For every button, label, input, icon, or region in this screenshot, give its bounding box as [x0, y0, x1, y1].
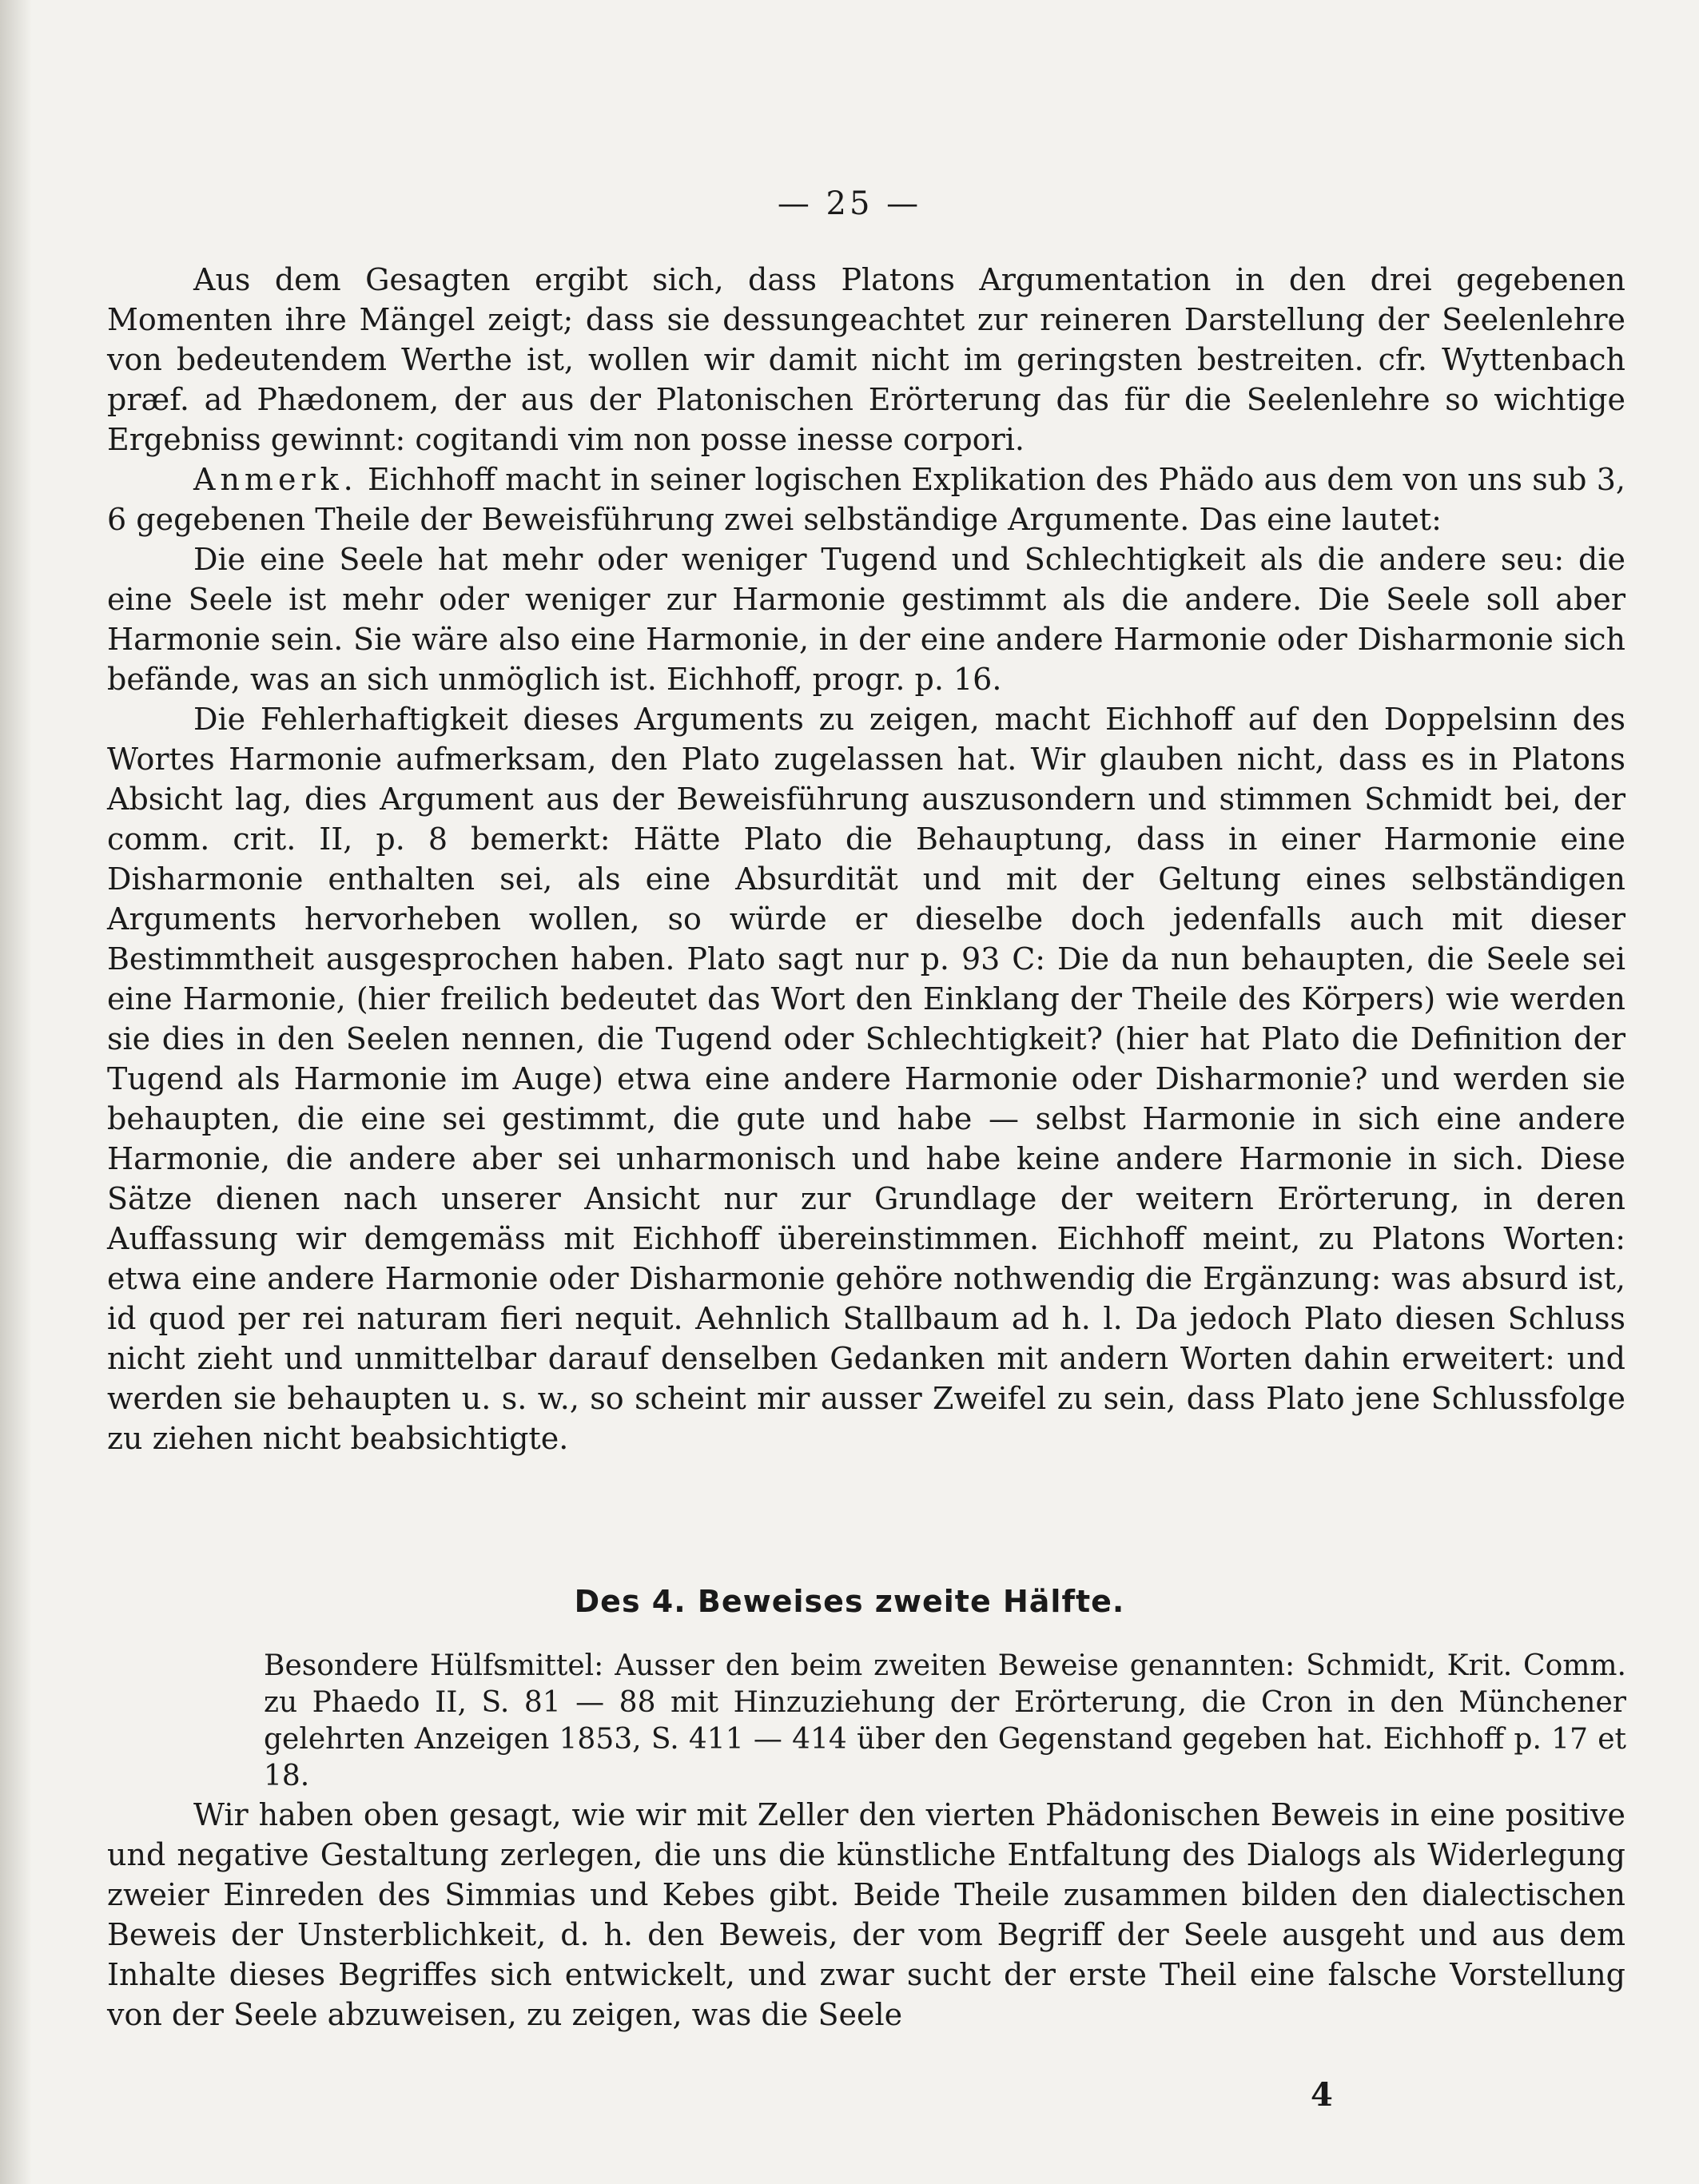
- section-one-text: [107, 260, 1625, 1458]
- section-two-text: [107, 1795, 1625, 2035]
- paragraph-conclusion: Aus dem Gesagten ergibt sich, dass Platons Argumentation in den drei gegebenen Momenten ihre Mängel zeigt; dass sie dessungeachtet zur reineren Darstellung der Seelenlehre von bedeutendem Werthe ist, wollen wir damit nicht im geringsten bestreiten. cfr. Wyttenbach præf. ad Phædonem, der aus der Platonischen Erörterung das für die Seelenlehre so wichtige Ergebniss gewinnt: cogitandi vim non posse inesse corpori.: [107, 262, 1625, 457]
- aids-note: Besondere Hülfsmittel: Ausser den beim zweiten Beweise genannten: Schmidt, Krit. Comm. zu Phaedo II, S. 81 — 88 mit Hinzuziehung der Erörterung, die Cron in den Münchener gelehrten Anzeigen 1853, S. 411 — 414 über den Gegenstand gegeben hat. Eichhoff p. 17 et 18.: [264, 1649, 1626, 1792]
- note-text: Eichhoff macht in seiner logischen Explikation des Phädo aus dem von uns sub 3, 6 gegebenen Theile der Beweisführung zwei selbständige Argumente. Das eine lautet:: [107, 462, 1625, 537]
- paragraph-critique: Die Fehlerhaftigkeit dieses Arguments zu zeigen, macht Eichhoff auf den Doppelsinn des Wortes Harmonie aufmerksam, den Plato zugelassen hat. Wir glauben nicht, dass es in Platons Absicht lag, dies Argument aus der Beweisführung auszusondern und stimmen Schmidt bei, der comm. crit. II, p. 8 bemerkt: Hätte Plato die Behauptung, dass in einer Harmonie eine Disharmonie enthalten sei, als eine Absurdität und mit der Geltung eines selbständigen Arguments hervorheben wollen, so würde er dieselbe doch jedenfalls auch mit dieser Bestimmtheit ausgesprochen haben. Plato sagt nur p. 93 C: Die da nun behaupten, die Seele sei eine Harmonie, (hier freilich bedeutet das Wort den Einklang der Theile des Körpers) wie werden sie dies in den Seelen nennen, die Tugend oder Schlechtigkeit? (hier hat Plato die Definition der Tugend als Harmonie im Auge) etwa eine andere Harmonie oder Disharmonie? und werden sie behaupten, die eine sei gestimmt, die gute und habe — selbst Harmonie in sich eine andere Harmonie, die andere aber sei unharmonisch und habe keine andere Harmonie in sich. Diese Sätze dienen nach unserer Ansicht nur zur Grundlage der weitern Erörterung, in deren Auffassung wir demgemäss mit Eichhoff übereinstimmen. Eichhoff meint, zu Platons Worten: etwa eine andere Harmonie oder Disharmonie gehöre nothwendig die Ergänzung: was absurd ist, id quod per rei naturam fieri nequit. Aehnlich Stallbaum ad h. l. Da jedoch Plato diesen Schluss nicht zieht und unmittelbar darauf denselben Gedanken mit andern Worten dahin erweitert: und werden sie behaupten u. s. w., so scheint mir ausser Zweifel zu sein, dass Plato jene Schlussfolge zu ziehen nicht beabsichtigte.: [107, 702, 1625, 1456]
- page-number: — 25 —: [777, 185, 922, 222]
- page-edge-shadow: [0, 0, 32, 2184]
- paragraph-fourth-proof: Wir haben oben gesagt, wie wir mit Zeller den vierten Phädonischen Beweis in eine positive und negative Gestaltung zerlegen, die uns die künstliche Entfaltung des Dialogs als Widerlegung zweier Einreden des Simmias und Kebes gibt. Beide Theile zusammen bilden den dialectischen Beweis der Unsterblichkeit, d. h. den Beweis, der vom Begriff der Seele ausgeht und aus dem Inhalte dieses Begriffes sich entwickelt, und zwar sucht der erste Theil eine falsche Vorstellung von der Seele abzuweisen, zu zeigen, was die Seele: [107, 1797, 1625, 2032]
- section-heading: Des 4. Beweises zweite Hälfte.: [574, 1584, 1125, 1619]
- paragraph-argument: Die eine Seele hat mehr oder weniger Tugend und Schlechtigkeit als die andere seu: die eine Seele ist mehr oder weniger zur Harmonie gestimmt als die andere. Die Seele soll aber Harmonie sein. Sie wäre also eine Harmonie, in der eine andere Harmonie oder Disharmonie sich befände, was an sich unmöglich ist. Eichhoff, progr. p. 16.: [107, 542, 1625, 697]
- signature-mark: 4: [1311, 2076, 1333, 2114]
- paragraph-note: [107, 459, 1625, 539]
- note-label: Anmerk.: [193, 462, 358, 497]
